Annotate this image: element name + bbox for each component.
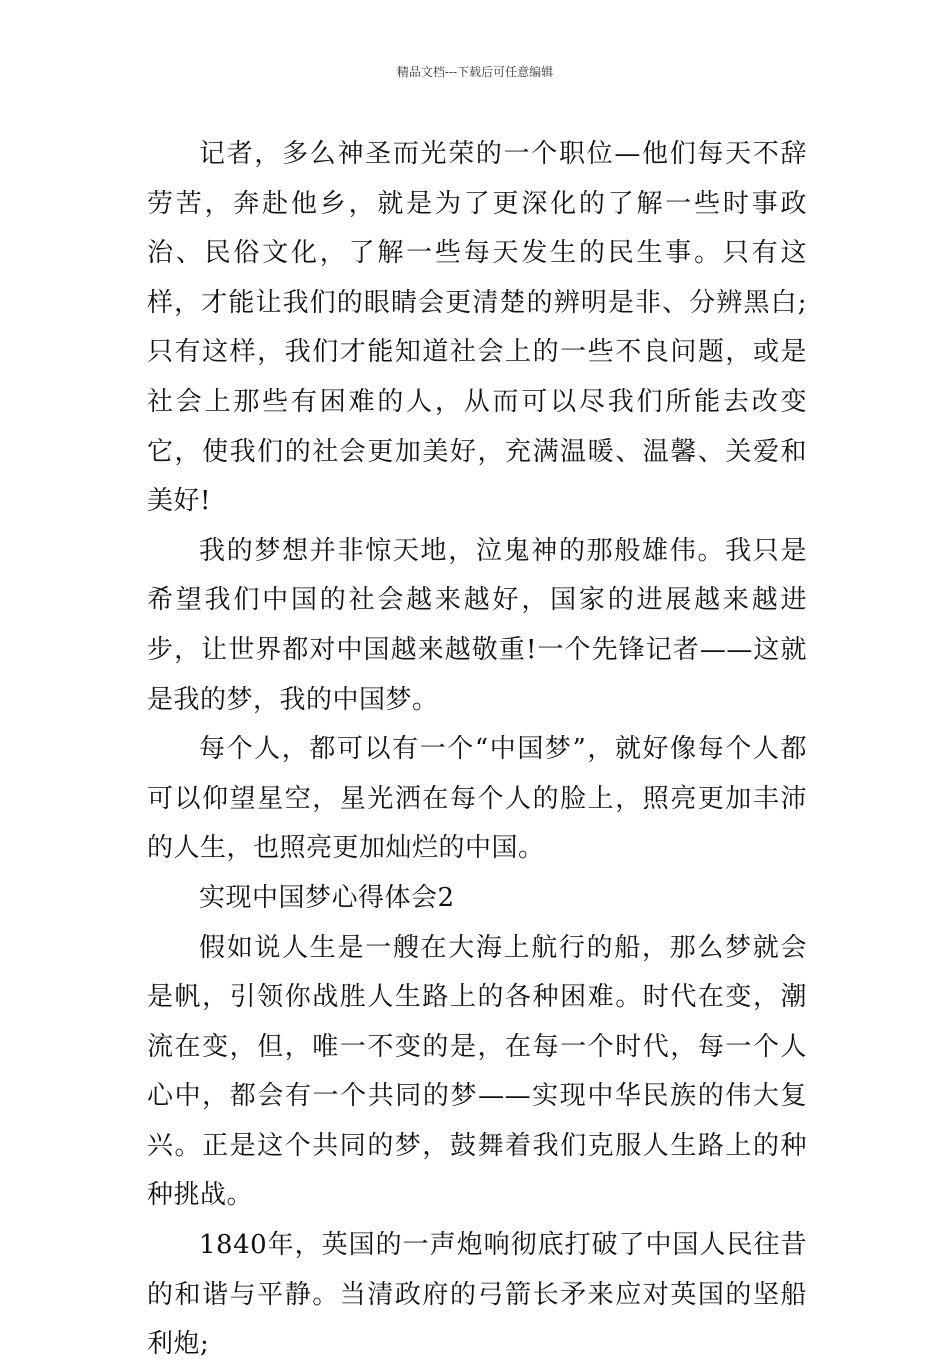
- document-body: [147, 130, 807, 1370]
- section-heading: 实现中国梦心得体会2: [199, 882, 455, 913]
- paragraph-journalist: 记者，多么神圣而光荣的一个职位—他们每天不辞劳苦，奔赴他乡，就是为了更深化的了解一些时事政治、民俗文化，了解一些每天发生的民生事。只有这样，才能让我们的眼睛会更清楚的辨明是非、分辨黑白;只有这样，我们才能知道社会上的一些不良问题，或是社会上那些有困难的人，从而可以尽我们所能去改变它，使我们的社会更加美好，充满温暖、温馨、关爱和美好!: [147, 139, 807, 517]
- paragraph-1840: 1840年，英国的一声炮响彻底打破了中国人民往昔的和谐与平静。当清政府的弓箭长矛来应对英国的坚船利炮;: [147, 1230, 807, 1360]
- paragraph-everyone-dream: 每个人，都可以有一个“中国梦”，就好像每个人都可以仰望星空，星光洒在每个人的脸上，照亮更加丰沛的人生，也照亮更加灿烂的中国。: [147, 734, 807, 864]
- paragraph-my-dream: 我的梦想并非惊天地，泣鬼神的那般雄伟。我只是希望我们中国的社会越来越好，国家的进展越来越进步，让世界都对中国越来越敬重!一个先锋记者——这就是我的梦，我的中国梦。: [147, 535, 807, 715]
- page-header: 精品文档---下载后可任意编辑: [396, 65, 554, 79]
- paragraph-life-ship: 假如说人生是一艘在大海上航行的船，那么梦就会是帆，引领你战胜人生路上的各种困难。时代在变，潮流在变，但，唯一不变的是，在每一个时代，每一个人心中，都会有一个共同的梦——实现中华民族的伟大复兴。正是这个共同的梦，鼓舞着我们克服人生路上的种种挑战。: [147, 932, 807, 1211]
